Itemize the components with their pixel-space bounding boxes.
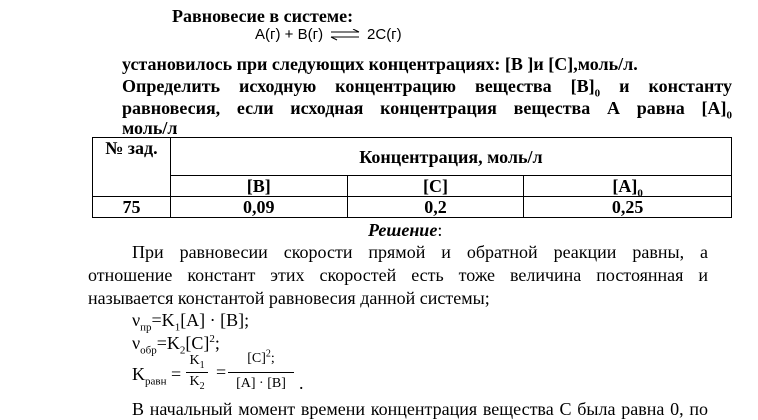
col-a-header [524, 176, 732, 200]
task-line-3-sub: 0 [726, 109, 732, 122]
concentration-header: Концентрация, моль/л [170, 138, 731, 176]
fraction-1-numerator [186, 353, 208, 369]
eq1-k-sub: 1 [174, 321, 181, 334]
eq1-v-sub: пр [140, 321, 152, 334]
frac1-num-sub: 1 [199, 359, 205, 371]
reactant-a-state: (г) [265, 26, 281, 43]
eq1-v: ν [132, 310, 141, 330]
frac2-num: [C] [247, 351, 266, 366]
fraction-2-bar [228, 372, 294, 373]
para1-line-2: отношение констант этих скоростей есть тоже величина постоянная и [88, 265, 708, 285]
eq2-v-sub: обр [140, 344, 157, 357]
frac1-den-sub: 2 [199, 380, 205, 392]
eq3-k-sub: равн [145, 375, 167, 388]
task-line-2 [122, 75, 732, 100]
fraction-2-denominator: [A] · [B] [236, 376, 286, 391]
reaction-equation [255, 26, 323, 43]
solution-colon: : [437, 220, 443, 240]
table-subheader-row [93, 176, 732, 197]
col-a-label: [A] [612, 176, 638, 196]
eq3-second-equals: = [216, 362, 227, 382]
task-line-3 [122, 97, 732, 122]
heading: Равновесие в системе: [172, 6, 354, 26]
equilibrium-arrows-icon [330, 29, 360, 41]
task-line-3-text: равновесия, если исходная концентрация вещества А равна [A] [122, 98, 727, 118]
task-line-1: установилось при следующих концентрациях: [В ]и [C],моль/л. [122, 54, 638, 74]
task-line-4: моль/л [122, 118, 178, 138]
eq1-rest: [A] · [B]; [180, 310, 250, 330]
rate-forward-equation [132, 309, 250, 334]
table-header-row [93, 138, 732, 176]
para1-line-1: При равновесии скорости прямой и обратной реакции равны, а [132, 242, 708, 262]
reactant-b-state: (г) [307, 26, 324, 43]
product-c-state: (г) [386, 26, 402, 43]
fraction-1-bar [186, 372, 208, 373]
para2-line-1: В начальный момент времени концентрация вещества С была равна 0, по [132, 399, 708, 419]
frac2-num-end: ; [270, 351, 275, 366]
reaction-product [367, 26, 402, 43]
reactant-b: B [297, 26, 308, 43]
col-c-header: [C] [347, 176, 524, 197]
eq2-rest-sup: 2 [209, 333, 215, 345]
row-task-number: 75 [93, 197, 171, 218]
reactant-a: A [255, 26, 266, 43]
eq2-end: ; [214, 333, 220, 353]
eq2-rest: [C] [185, 333, 210, 353]
frac2-num-sup: 2 [265, 348, 271, 360]
task-line-2-text: Определить исходную концентрацию вещества [B] [122, 76, 595, 96]
table-row [93, 197, 732, 218]
eq2-v: ν [132, 333, 141, 353]
concentration-table [92, 137, 732, 218]
eq2-k: =K [156, 333, 180, 353]
product-c: 2C [367, 26, 387, 43]
eq3-period: . [299, 373, 304, 393]
col-b-header: [B] [170, 176, 347, 197]
eq3-equals: = [166, 364, 182, 384]
row-value-b: 0,09 [170, 197, 347, 218]
eq3-k: K [132, 364, 145, 384]
task-line-2-sub: 0 [594, 87, 601, 100]
frac1-den: K [189, 374, 200, 389]
frac1-num: K [189, 353, 200, 368]
row-value-a: 0,25 [524, 197, 732, 218]
eq3-lhs [132, 363, 182, 388]
row-value-c: 0,2 [347, 197, 524, 218]
eq1-k: =K [151, 310, 175, 330]
fraction-1-denominator [186, 374, 208, 390]
fraction-2-numerator [228, 348, 294, 367]
plus-sign: + [280, 26, 298, 43]
rate-reverse-equation [132, 332, 220, 357]
solution-title-text: Решение [368, 220, 438, 240]
eq2-k-sub: 2 [179, 344, 186, 357]
solution-title [368, 219, 442, 241]
task-line-2-end: и константу [600, 76, 732, 96]
task-number-header: № зад. [93, 138, 171, 197]
para1-line-3: называется константой равновесия данной системы; [88, 288, 490, 308]
col-a-sub: 0 [637, 187, 643, 200]
